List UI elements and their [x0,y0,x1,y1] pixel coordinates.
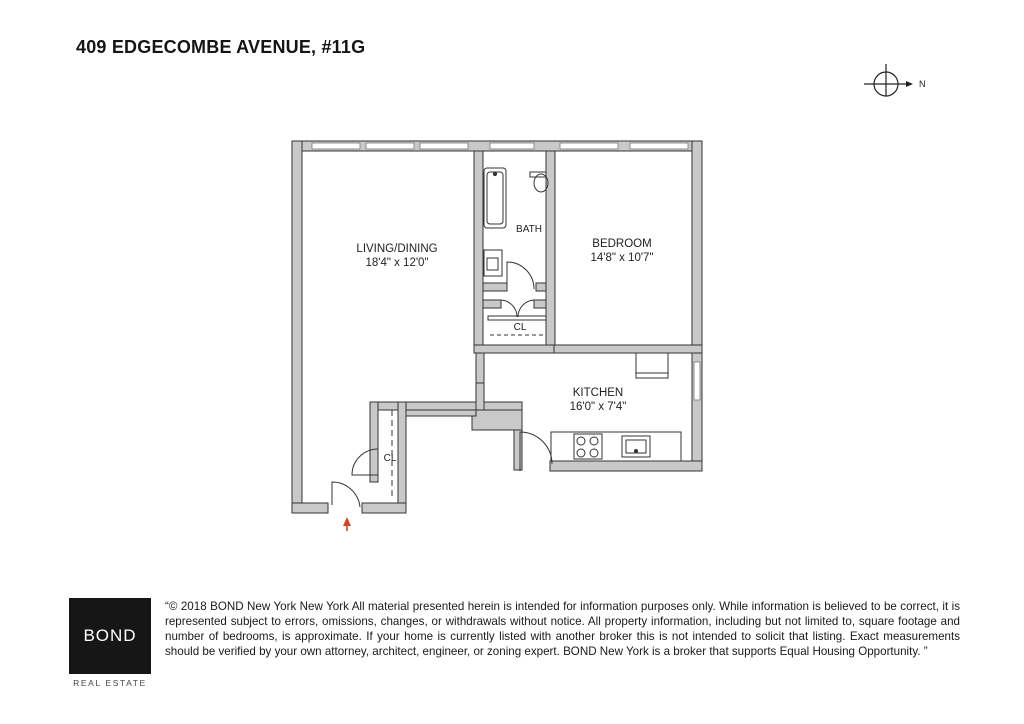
disclaimer-text: “© 2018 BOND New York New York All material presented herein is intended for information purposes only. While information is believed to be correct, it is represented subject to errors, omissions, changes, or withdrawals without notice. All property information, including but not limited to, square footage and number of bedrooms, is approximate. If your home is currently listed with another broker this is not intended to solicit that listing. Exact measurements should be verified by your own attorney, architect, engineer, or zoning expert. BOND New York is a broker that supports Equal Housing Opportunity. ” [165,600,960,658]
room-name-kitchen: KITCHEN [572,387,624,399]
room-name-living: LIVING/DINING [356,243,438,255]
compass-north-label: N [919,79,926,89]
room-dims-kitchen: 16'0" x 7'4" [569,401,627,413]
brand-logo [69,598,151,674]
room-name-bedroom: BEDROOM [592,238,652,250]
room-dims-bedroom: 14'8" x 10'7" [590,252,654,264]
page-title: 409 EDGECOMBE AVENUE, #11G [76,37,366,57]
closet-hall-label: CL [513,322,527,333]
room-name-bath: BATH [516,224,542,235]
closet-entry-label: CL [383,453,397,464]
brand-tagline: REAL ESTATE [73,678,147,688]
brand-logo-text: BOND [83,626,137,645]
room-dims-living: 18'4" x 12'0" [365,257,429,269]
